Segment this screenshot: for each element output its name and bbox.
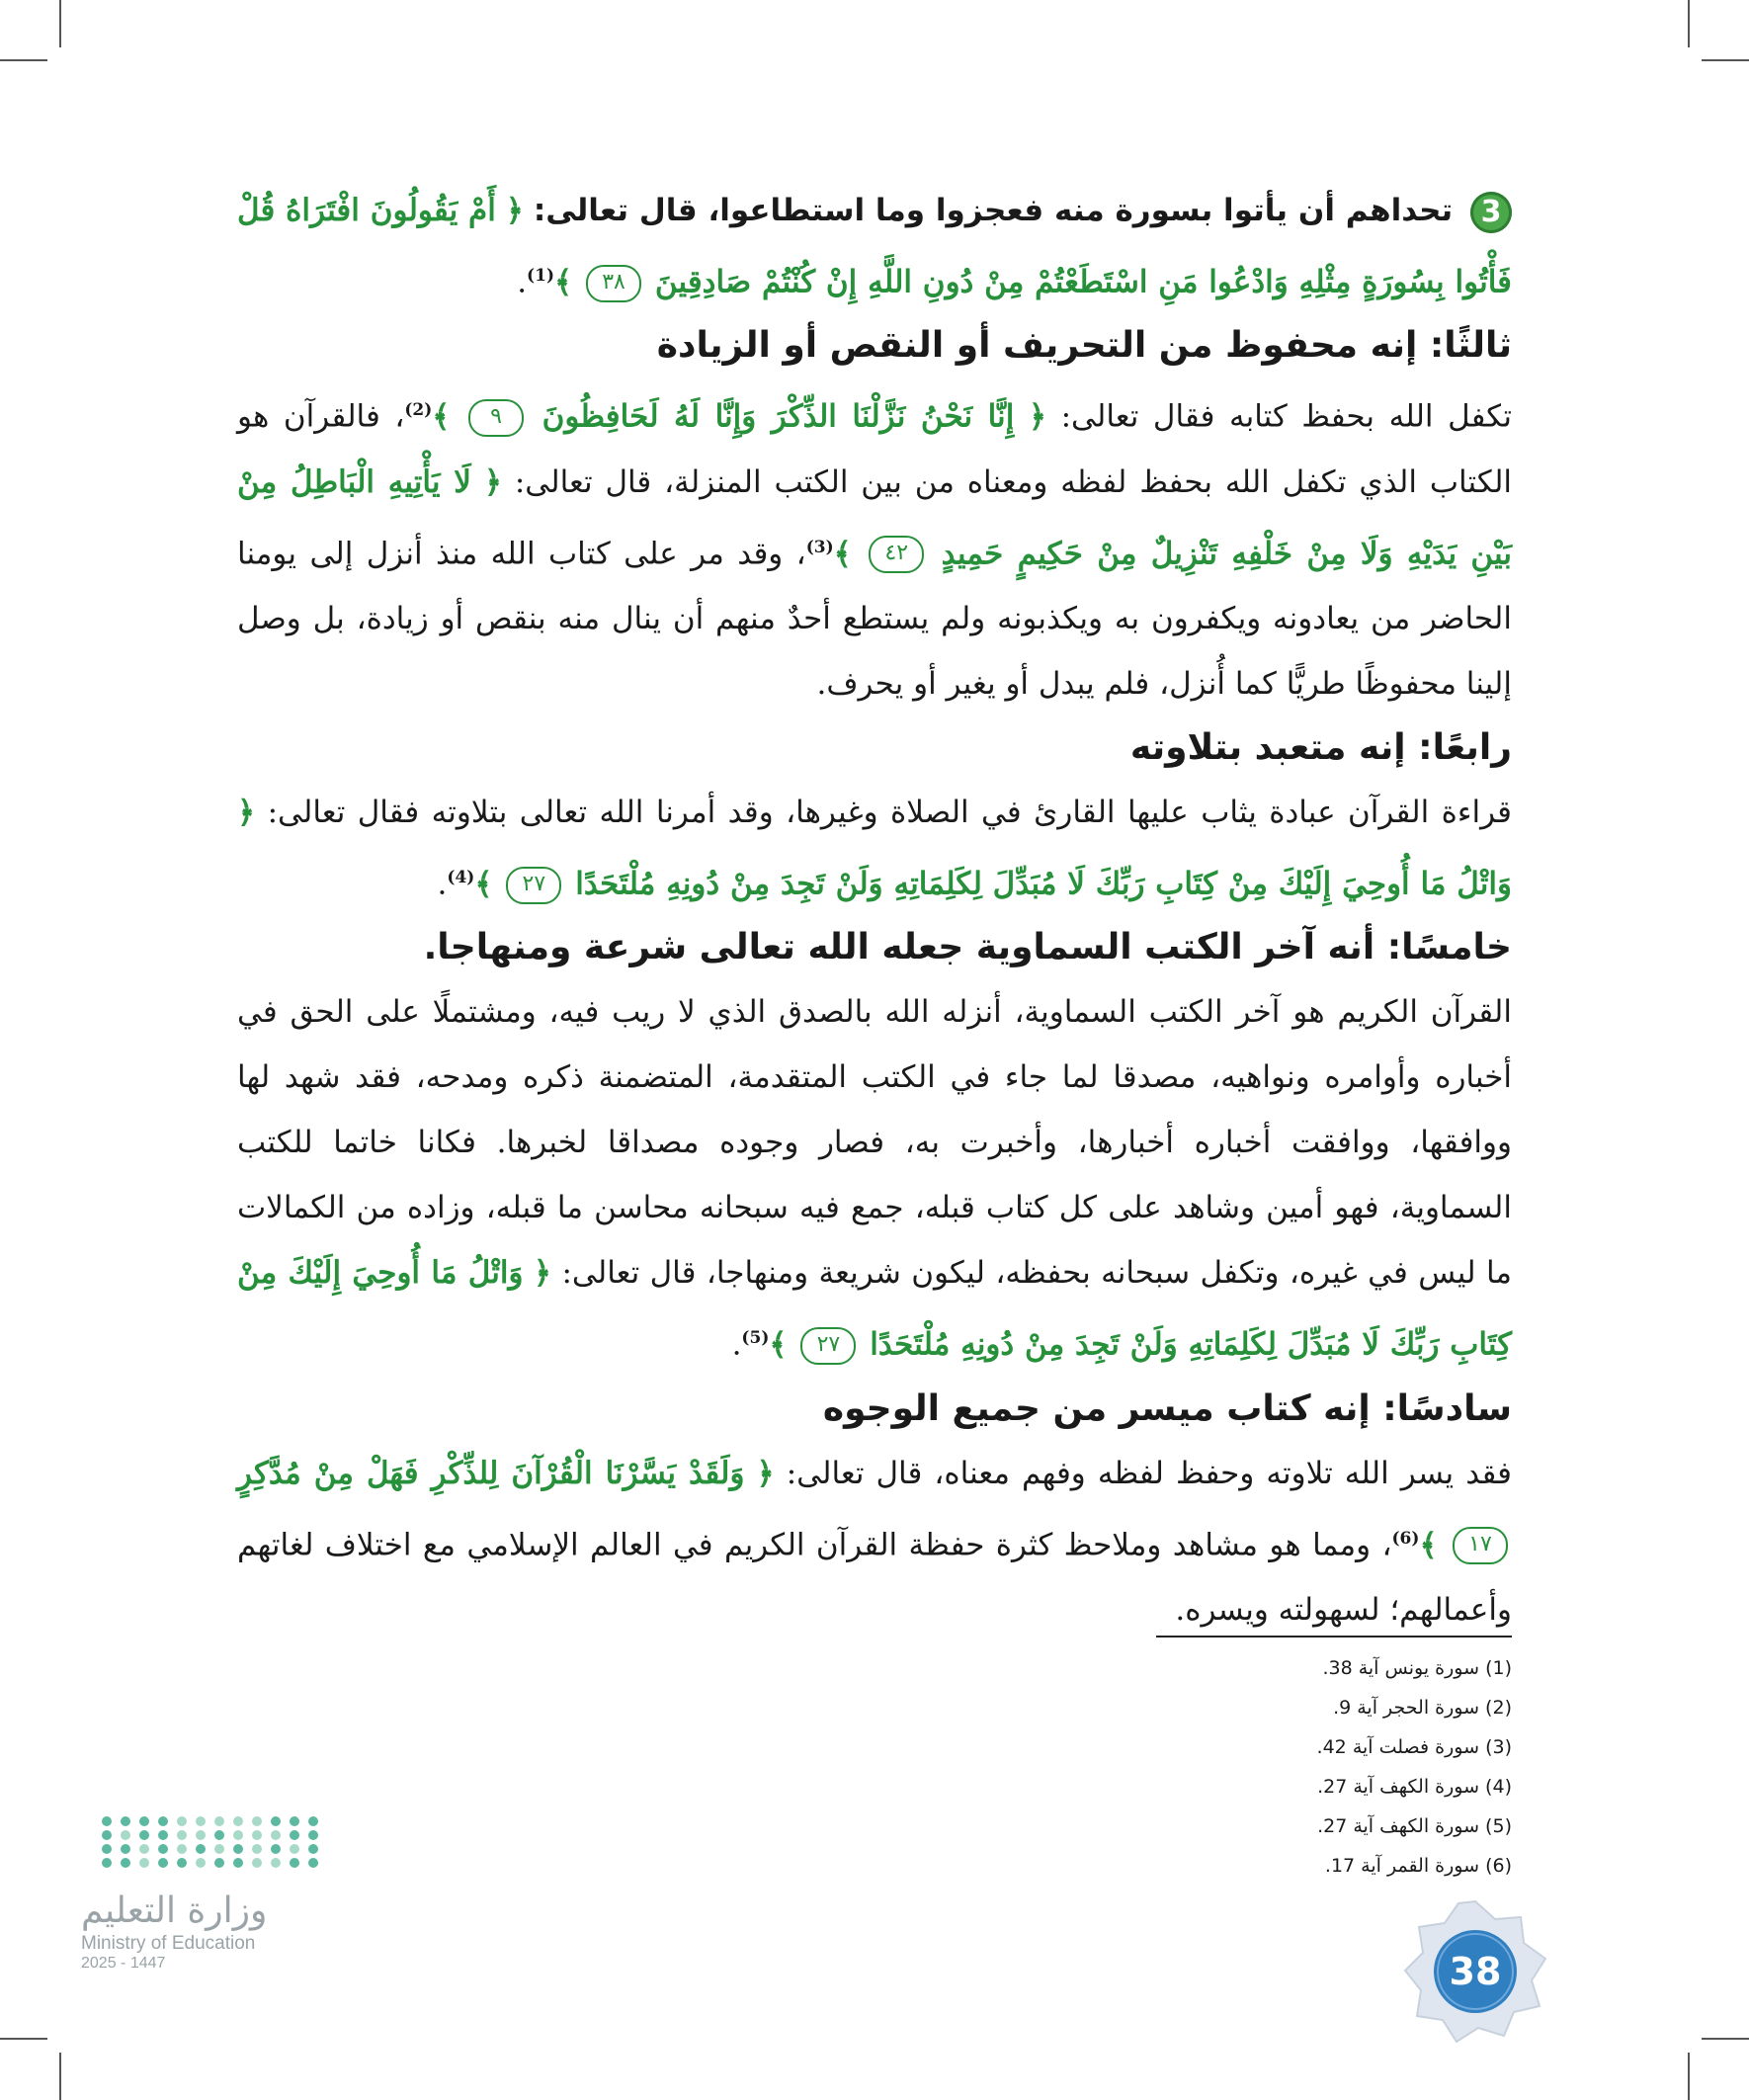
fourth-paragraph: [237, 780, 1512, 916]
footnote-item: (5) سورة الكهف آية 27.: [1317, 1815, 1512, 1837]
footnote-item: (2) سورة الحجر آية 9.: [1333, 1697, 1512, 1719]
crop-mark: [1688, 2053, 1690, 2100]
footnote-ref: (2): [404, 400, 433, 421]
footnote-ref: (6): [1391, 1528, 1420, 1549]
ornament-close: ﴾: [553, 264, 573, 300]
footnote-item: (3) سورة فصلت آية 42.: [1316, 1736, 1512, 1758]
ornament-open: ﴿: [1028, 398, 1047, 435]
footnote-item: (1) سورة يونس آية 38.: [1322, 1657, 1512, 1679]
sixth-paragraph: [237, 1441, 1512, 1642]
period: .: [517, 264, 528, 300]
aya-number: ١٧: [1453, 1527, 1508, 1564]
quran-verse: وَاتْلُ مَا أُوحِيَ إِلَيْكَ مِنْ كِتَابِ رَبِّكَ لَا مُبَدِّلَ لِكَلِمَاتِهِ وَلَنْ تَجِدَ مِنْ دُونِهِ مُلْتَحَدًا: [575, 866, 1512, 902]
quran-verse: أَمْ يَقُولُونَ افْتَرَاهُ قُلْ فَأْتُوا بِسُورَةٍ مِثْلِهِ وَادْعُوا مَنِ اسْتَطَعْتُمْ مِنْ دُونِ اللَّهِ إِنْ كُنْتُمْ صَادِقِينَ: [237, 193, 1512, 300]
ornament-close: ﴾: [769, 1326, 788, 1363]
logo-year-text: 2025 - 1447: [81, 1955, 166, 1972]
quran-verse: وَلَقَدْ يَسَّرْنَا الْقُرْآنَ لِلذِّكْرِ فَهَلْ مِنْ مُدَّكِرٍ: [237, 1455, 745, 1491]
page-number: 38: [1449, 1950, 1502, 1993]
fifth-paragraph: [237, 979, 1512, 1377]
ornament-close: ﴾: [1419, 1526, 1438, 1562]
heading-third: ثالثًا: إنه محفوظ من التحريف أو النقص أو الزيادة: [656, 325, 1512, 367]
ornament-open: ﴿: [483, 463, 502, 500]
ornament-open: ﴿: [237, 794, 256, 830]
footnote-ref: (4): [447, 867, 475, 887]
ornament-open: ﴿: [756, 1455, 775, 1491]
period: .: [437, 866, 448, 902]
footnote-ref: (5): [741, 1328, 770, 1349]
crop-mark: [1702, 59, 1749, 61]
quran-verse: لَا يَأْتِيهِ الْبَاطِلُ مِنْ بَيْنِ يَدَيْهِ وَلَا مِنْ خَلْفِهِ تَنْزِيلٌ مِنْ حَكِيمٍ حَمِيدٍ: [237, 463, 1512, 571]
heading-fifth: خامسًا: أنه آخر الكتب السماوية جعله الله تعالى شرعة ومنهاجا.: [423, 927, 1512, 968]
crop-mark: [59, 0, 61, 47]
paragraph-text: قراءة القرآن عبادة يثاب عليها القارئ في الصلاة وغيرها، وقد أمرنا الله تعالى بتلاوته فقال تعالى:: [267, 794, 1512, 830]
crop-mark: [1688, 0, 1690, 47]
aya-number: ٣٨: [586, 265, 641, 302]
section-3-paragraph: [237, 178, 1512, 314]
ornament-close: ﴾: [432, 398, 451, 435]
ornament-open: ﴿: [505, 193, 524, 228]
paragraph-text: ، فالقرآن هو الكتاب الذي تكفل الله بحفظ لفظه ومعناه من بين الكتب المنزلة، قال تعالى:: [237, 398, 1512, 500]
footnote-item: (6) سورة القمر آية 17.: [1324, 1855, 1512, 1877]
footnotes-list: [1018, 1648, 1512, 1886]
footnote-item: (4) سورة الكهف آية 27.: [1317, 1776, 1512, 1798]
aya-number: ٢٧: [506, 867, 561, 904]
footnote-ref: (3): [805, 537, 834, 557]
footnote-divider: [1156, 1636, 1512, 1638]
page-number-badge: [1401, 1897, 1549, 2046]
aya-number: ٤٢: [869, 536, 924, 573]
crop-mark: [59, 2053, 61, 2100]
logo-arabic-text: وزارة التعليم: [81, 1890, 268, 1931]
page-content: [237, 178, 1512, 1642]
logo-english-text: Ministry of Education: [81, 1933, 256, 1954]
footnote-ref: (1): [527, 266, 554, 286]
paragraph-text: القرآن الكريم هو آخر الكتب السماوية، أنزله الله بالصدق الذي لا ريب فيه، ومشتملًا على الحق في أخباره وأوامره ونواهيه، مصدقا لما جاء في الكتب المتقدمة، المتضمنة ذكره ومدحه، فقد شهد لها ووافقها، ووافقت أخباره أخبارها، وأخبرت به، فصار وجوده مصداقا لخبرها. فكانا خاتما للكتب السماوية، فهو أمين وشاهد على كل كتاب قبله، جمع فيه سبحانه محاسن ما قبله، وزاده من الكمالات ما ليس في غيره، وتكفل سبحانه بحفظه، ليكون شريعة ومنهاجا، قال تعالى:: [237, 994, 1513, 1292]
crop-mark: [0, 2038, 47, 2040]
ornament-open: ﴿: [533, 1255, 552, 1292]
third-paragraph: [237, 378, 1512, 716]
section-3-intro: تحداهم أن يأتوا بسورة منه فعجزوا وما استطاعوا، قال تعالى:: [533, 193, 1454, 228]
crop-mark: [0, 59, 47, 61]
section-number-badge: 3: [1470, 192, 1512, 233]
paragraph-text: تكفل الله بحفظ كتابه فقال تعالى:: [1060, 398, 1513, 435]
ornament-close: ﴾: [833, 535, 852, 571]
ministry-logo: [81, 1816, 318, 1973]
heading-sixth: سادسًا: إنه كتاب ميسر من جميع الوجوه: [822, 1387, 1512, 1429]
paragraph-text: فقد يسر الله تلاوته وحفظ لفظه وفهم معناه، قال تعالى:: [786, 1455, 1512, 1491]
ornament-close: ﴾: [474, 866, 493, 902]
heading-fourth: رابعًا: إنه متعبد بتلاوته: [1129, 726, 1512, 768]
paragraph-text: ، ومما هو مشاهد وملاحظ كثرة حفظة القرآن الكريم في العالم الإسلامي مع اختلاف لغاتهم وأعمالهم؛ لسهولته ويسره.: [237, 1526, 1512, 1628]
period: .: [731, 1326, 742, 1363]
logo-dots-icon: [91, 1816, 318, 1868]
crop-mark: [1702, 2038, 1749, 2040]
quran-verse: وَاتْلُ مَا أُوحِيَ إِلَيْكَ مِنْ كِتَابِ رَبِّكَ لَا مُبَدِّلَ لِكَلِمَاتِهِ وَلَنْ تَجِدَ مِنْ دُونِهِ مُلْتَحَدًا: [237, 1255, 1512, 1363]
aya-number: ٢٧: [800, 1327, 856, 1365]
aya-number: ٩: [468, 399, 524, 437]
quran-verse: إِنَّا نَحْنُ نَزَّلْنَا الذِّكْرَ وَإِنَّا لَهُ لَحَافِظُونَ: [541, 398, 1015, 435]
paragraph-text: ، وقد مر على كتاب الله منذ أنزل إلى يومنا الحاضر من يعادونه ويكفرون به ويكذبونه ولم يستطع أحدٌ منهم أن ينال منه بنقص أو زيادة، بل وصل إلينا محفوظًا طريًّا كما أُنزل، فلم يبدل أو يغير أو يحرف.: [237, 535, 1512, 702]
